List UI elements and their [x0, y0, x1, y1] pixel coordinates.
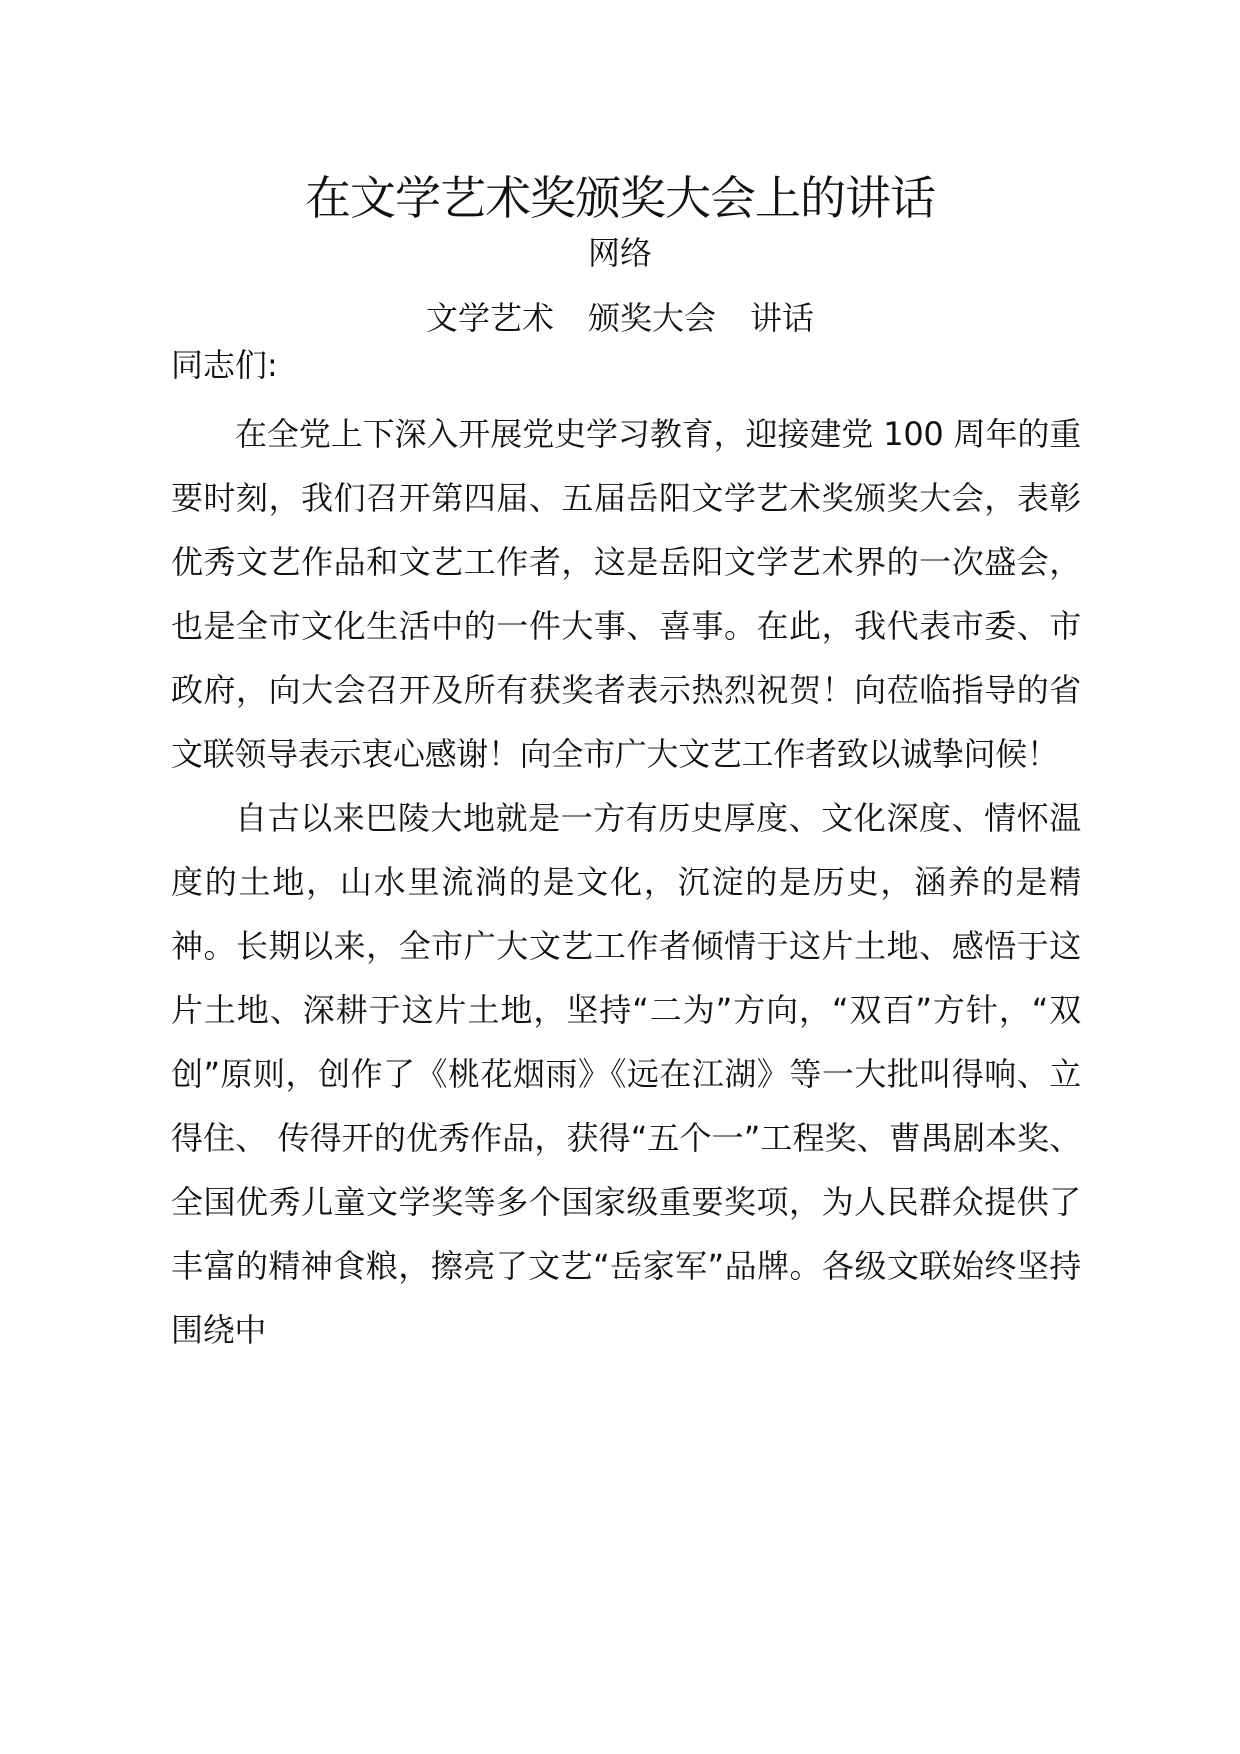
keyword-2: 颁奖大会 — [587, 299, 716, 337]
document-title: 在文学艺术奖颁奖大会上的讲话 — [305, 171, 935, 225]
salutation: 同志们: — [171, 346, 278, 384]
body-paragraph-1: 在全党上下深入开展党史学习教育，迎接建党 100 周年的重要时刻，我们召开第四届、五届岳阳文学艺术奖颁奖大会，表彰优秀文艺作品和文艺工作者，这是岳阳文学艺术界的一次盛会，也是全市文化生活中的一件大事、喜事。在此，我代表市委、市政府，向大会召开及所有获奖者表示热烈祝贺！向莅临指导的省文联领导表示衷心感谢！向全市广大文艺工作者致以诚挚问候！ — [171, 415, 1081, 773]
document-keywords — [0, 295, 1240, 341]
keyword-3: 讲话 — [750, 299, 815, 337]
document-body — [171, 402, 1081, 1362]
keyword-1: 文学艺术 — [425, 299, 554, 337]
body-paragraph-2: 自古以来巴陵大地就是一方有历史厚度、文化深度、情怀温度的土地，山水里流淌的是文化，沉淀的是历史，涵养的是精神。长期以来，全市广大文艺工作者倾情于这片土地、感悟于这片土地、深耕于这片土地，坚持“二为”方向，“双百”方针，“双创”原则，创作了《桃花烟雨》《远在江湖》等一大批叫得响、立得住、 传得开的优秀作品，获得“五个一”工程奖、曹禺剧本奖、全国优秀儿童文学奖等多个国家级重要奖项，为人民群众提供了丰富的精神食粮，擦亮了文艺“岳家军”品牌。各级文联始终坚持围绕中 — [171, 799, 1081, 1349]
document-author: 网络 — [587, 234, 652, 272]
